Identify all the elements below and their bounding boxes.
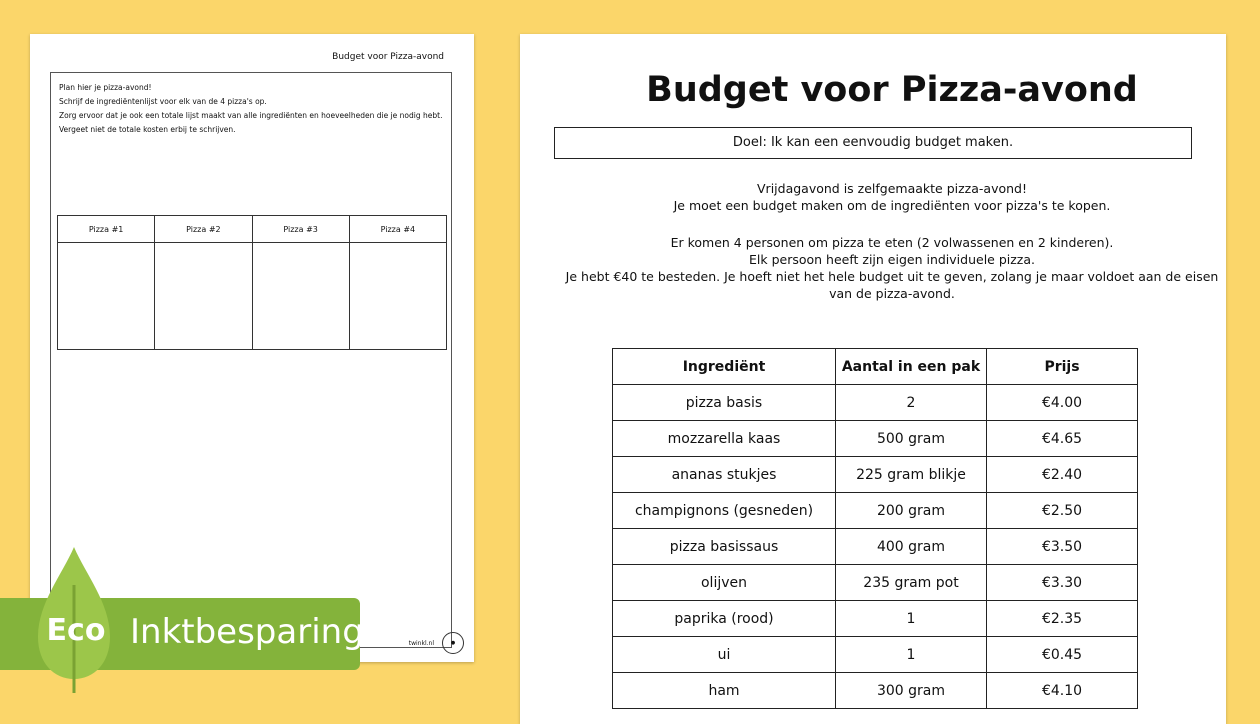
table-row <box>613 457 1138 493</box>
eco-badge-text: Eco <box>46 613 106 648</box>
intro-line: Vrijdagavond is zelfgemaakte pizza-avond! <box>757 181 1027 196</box>
goal-box: Doel: Ik kan een eenvoudig budget maken. <box>554 127 1192 159</box>
ingredient-cell: pizza basis <box>613 385 836 421</box>
pizza-column-header: Pizza #2 <box>155 216 252 243</box>
pizza-column-header: Pizza #3 <box>252 216 349 243</box>
ingredient-cell: ham <box>613 673 836 709</box>
intro-line: Je hebt €40 te besteden. Je hoeft niet het hele budget uit te geven, zolang je maar voldoet aan de eisen van de pizza-avond. <box>565 269 1219 301</box>
pizza-cell <box>155 243 252 350</box>
pizza-cell <box>252 243 349 350</box>
pizza-column-header: Pizza #1 <box>58 216 155 243</box>
intro-line: Je moet een budget maken om de ingrediënten voor pizza's te kopen. <box>673 198 1111 213</box>
price-cell: €4.00 <box>987 385 1138 421</box>
price-cell: €0.45 <box>987 637 1138 673</box>
footer-site: twinkl.nl <box>408 639 434 647</box>
quantity-cell: 300 gram <box>836 673 987 709</box>
quantity-cell: 235 gram pot <box>836 565 987 601</box>
quantity-cell: 500 gram <box>836 421 987 457</box>
ingredients-table <box>612 348 1138 709</box>
price-cell: €3.50 <box>987 529 1138 565</box>
pizza-cell <box>58 243 155 350</box>
ingredient-cell: ananas stukjes <box>613 457 836 493</box>
table-row <box>613 385 1138 421</box>
ingredient-cell: olijven <box>613 565 836 601</box>
column-header-price: Prijs <box>987 349 1138 385</box>
price-cell: €4.10 <box>987 673 1138 709</box>
quantity-cell: 2 <box>836 385 987 421</box>
ingredient-cell: paprika (rood) <box>613 601 836 637</box>
price-cell: €4.65 <box>987 421 1138 457</box>
column-header-quantity: Aantal in een pak <box>836 349 987 385</box>
page-title: Budget voor Pizza-avond <box>646 70 1138 110</box>
ingredient-cell: mozzarella kaas <box>613 421 836 457</box>
quantity-cell: 225 gram blikje <box>836 457 987 493</box>
price-cell: €2.35 <box>987 601 1138 637</box>
twinkl-logo-icon: ● <box>442 632 464 654</box>
table-row <box>613 673 1138 709</box>
left-sheet-header: Budget voor Pizza-avond <box>332 52 444 62</box>
eco-label: Inktbesparing <box>130 612 364 652</box>
quantity-cell: 1 <box>836 601 987 637</box>
left-sheet-footer <box>409 632 464 654</box>
pizza-cell <box>349 243 446 350</box>
ingredient-cell: ui <box>613 637 836 673</box>
intro-line: Elk persoon heeft zijn eigen individuele pizza. <box>748 252 1036 267</box>
worksheet-preview-right <box>520 34 1226 724</box>
column-header-ingredient: Ingrediënt <box>613 349 836 385</box>
instruction-line: Zorg ervoor dat je ook een totale lijst maakt van alle ingrediënten en hoeveelheden die je nodig hebt. Vergeet niet de totale kosten erbij te schrijven. <box>59 111 443 134</box>
table-row <box>613 565 1138 601</box>
table-row <box>613 529 1138 565</box>
table-row <box>613 637 1138 673</box>
table-row <box>613 421 1138 457</box>
instruction-line: Schrijf de ingrediëntenlijst voor elk van de 4 pizza's op. <box>59 97 267 106</box>
intro-line: Er komen 4 personen om pizza te eten (2 volwassenen en 2 kinderen). <box>670 235 1114 250</box>
pizza-planning-table <box>57 215 447 350</box>
price-cell: €2.40 <box>987 457 1138 493</box>
intro-text <box>560 180 1224 302</box>
table-row <box>613 601 1138 637</box>
price-cell: €3.30 <box>987 565 1138 601</box>
quantity-cell: 1 <box>836 637 987 673</box>
quantity-cell: 200 gram <box>836 493 987 529</box>
ingredient-cell: champignons (gesneden) <box>613 493 836 529</box>
ingredient-cell: pizza basissaus <box>613 529 836 565</box>
instruction-line: Plan hier je pizza-avond! <box>59 83 152 92</box>
table-row <box>613 493 1138 529</box>
pizza-column-header: Pizza #4 <box>349 216 446 243</box>
quantity-cell: 400 gram <box>836 529 987 565</box>
left-sheet-instructions <box>59 81 443 137</box>
price-cell: €2.50 <box>987 493 1138 529</box>
